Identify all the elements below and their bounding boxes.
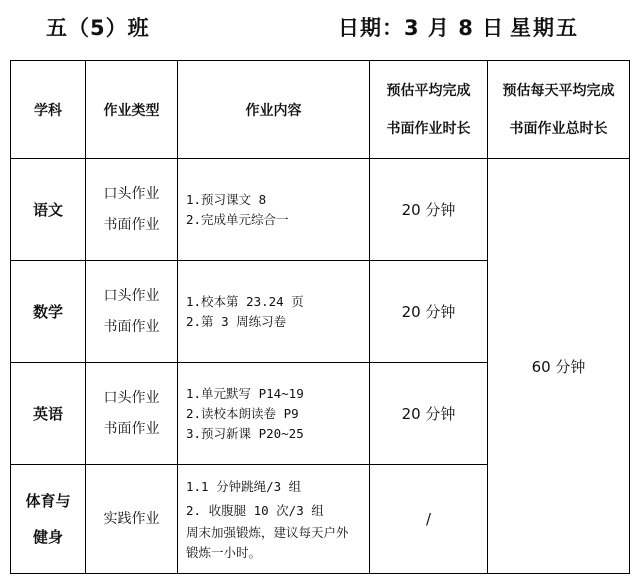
time-cell: / xyxy=(370,465,488,574)
type-cell xyxy=(86,465,178,574)
date-label: 日期：3 月 8 日 xyxy=(338,16,505,40)
subject-name: 语文 xyxy=(32,200,63,219)
content-item: 2. 收腹腿 10 次/3 组 xyxy=(186,503,324,518)
content-item: 锻炼一小时。 xyxy=(186,545,262,560)
type-item: 书面作业 xyxy=(103,420,160,437)
subject-cell xyxy=(11,261,86,363)
type-cell xyxy=(86,261,178,363)
header-total-time xyxy=(488,61,630,159)
weekday-label: 星期五 xyxy=(510,16,579,40)
subject-name: 英语 xyxy=(32,404,63,423)
content-item: 2.读校本朗读卷 P9 xyxy=(186,405,299,421)
type-item: 口头作业 xyxy=(103,185,160,202)
content-item: 1.预习课文 8 xyxy=(186,191,267,207)
subject-cell xyxy=(11,363,86,465)
subject-name-line2: 健身 xyxy=(32,528,63,546)
total-time-cell: 60 分钟 xyxy=(488,159,630,574)
type-item: 实践作业 xyxy=(103,510,160,527)
content-cell xyxy=(178,363,370,465)
type-item: 书面作业 xyxy=(103,216,160,233)
header-avg-time-line1: 预估平均完成 xyxy=(386,82,471,99)
table-row xyxy=(11,159,630,261)
type-cell xyxy=(86,159,178,261)
subject-name-line1: 体育与 xyxy=(25,492,71,510)
content-item: 3.预习新课 P20~25 xyxy=(186,425,304,441)
content-cell xyxy=(178,159,370,261)
content-cell xyxy=(178,261,370,363)
content-item: 2.完成单元综合一 xyxy=(186,211,289,227)
header-subject: 学科 xyxy=(11,61,86,159)
content-cell xyxy=(178,465,370,574)
header-total-time-line1: 预估每天平均完成 xyxy=(502,82,615,99)
type-item: 口头作业 xyxy=(103,389,160,406)
header-avg-time-line2: 书面作业时长 xyxy=(386,120,471,137)
subject-cell xyxy=(11,159,86,261)
header-total-time-line2: 书面作业总时长 xyxy=(509,120,608,137)
time-cell: 20 分钟 xyxy=(370,159,488,261)
content-item: 1.单元默写 P14~19 xyxy=(186,385,304,401)
time-cell: 20 分钟 xyxy=(370,261,488,363)
homework-table xyxy=(10,60,630,574)
content-item: 2.第 3 周练习卷 xyxy=(186,313,287,329)
content-item: 1.1 分钟跳绳/3 组 xyxy=(186,479,302,494)
subject-name: 数学 xyxy=(32,302,63,321)
content-item: 周末加强锻炼，建议每天户外 xyxy=(186,525,349,540)
class-name: 五（5）班 xyxy=(46,16,150,40)
type-cell xyxy=(86,363,178,465)
header-type: 作业类型 xyxy=(86,61,178,159)
content-item: 1.校本第 23.24 页 xyxy=(186,293,304,309)
table-header-row xyxy=(11,61,630,159)
type-item: 书面作业 xyxy=(103,318,160,335)
header-avg-time xyxy=(370,61,488,159)
header-content: 作业内容 xyxy=(178,61,370,159)
time-cell: 20 分钟 xyxy=(370,363,488,465)
subject-cell xyxy=(11,465,86,574)
type-item: 口头作业 xyxy=(103,287,160,304)
